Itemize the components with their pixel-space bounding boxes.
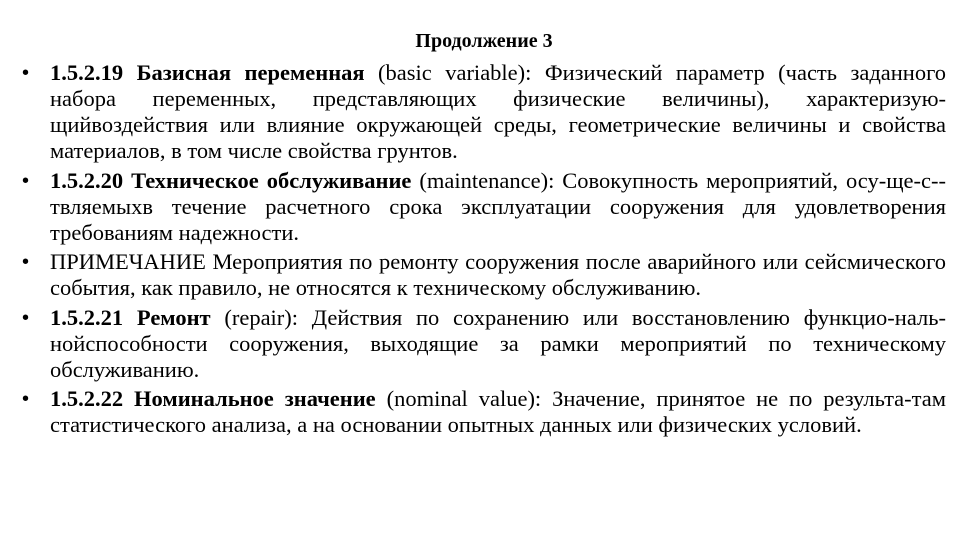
clause-number: 1.5.2.22 xyxy=(50,386,124,411)
term-name: Техническое обслуживание xyxy=(131,167,412,193)
clause-number: 1.5.2.19 xyxy=(50,60,124,85)
list-item-1-5-2-20 xyxy=(22,168,946,246)
list-item-1-5-2-21 xyxy=(22,305,946,383)
definition-text: (repair): Действия по сохранению или восстановлению функцио-наль-нойспособности сооружения, выходящие за рамки мероприятий по техническому обслуживанию. xyxy=(50,304,946,382)
page-title: Продолжение 3 xyxy=(415,30,553,52)
definition-text: (maintenance): Совокупность мероприятий, осу-ще-с--твляемыхв течение расчетного срока эксплуатации сооружения для удовлетворения требованиям надежности. xyxy=(50,167,947,245)
list-item-1-5-2-19 xyxy=(22,60,946,164)
definition-text: (nominal value): Значение, принятое не по результа-там статистического анализа, а на основании опытных данных или физических условий. xyxy=(50,386,946,437)
term-name: Номинальное значение xyxy=(134,386,376,411)
definition-text: (basic variable): Физический параметр (часть заданного набора переменных, представляющих физические величины), характеризую-щийвоздействия или влияние окружающей среды, геометрические величины и свойства материалов, в том числе свойства грунтов. xyxy=(50,60,947,163)
list-item-1-5-2-22 xyxy=(22,386,946,438)
term-name: Базисная переменная xyxy=(136,60,365,85)
definitions-list xyxy=(22,60,946,442)
term-name: Ремонт xyxy=(136,304,211,330)
clause-number: 1.5.2.21 xyxy=(50,304,124,330)
note-text: ПРИМЕЧАНИЕ Мероприятия по ремонту сооружения после аварийного или сейсмического события, как правило, не относятся к техническому обслуживанию. xyxy=(50,249,946,300)
list-item-note xyxy=(22,249,946,301)
clause-number: 1.5.2.20 xyxy=(50,167,124,193)
